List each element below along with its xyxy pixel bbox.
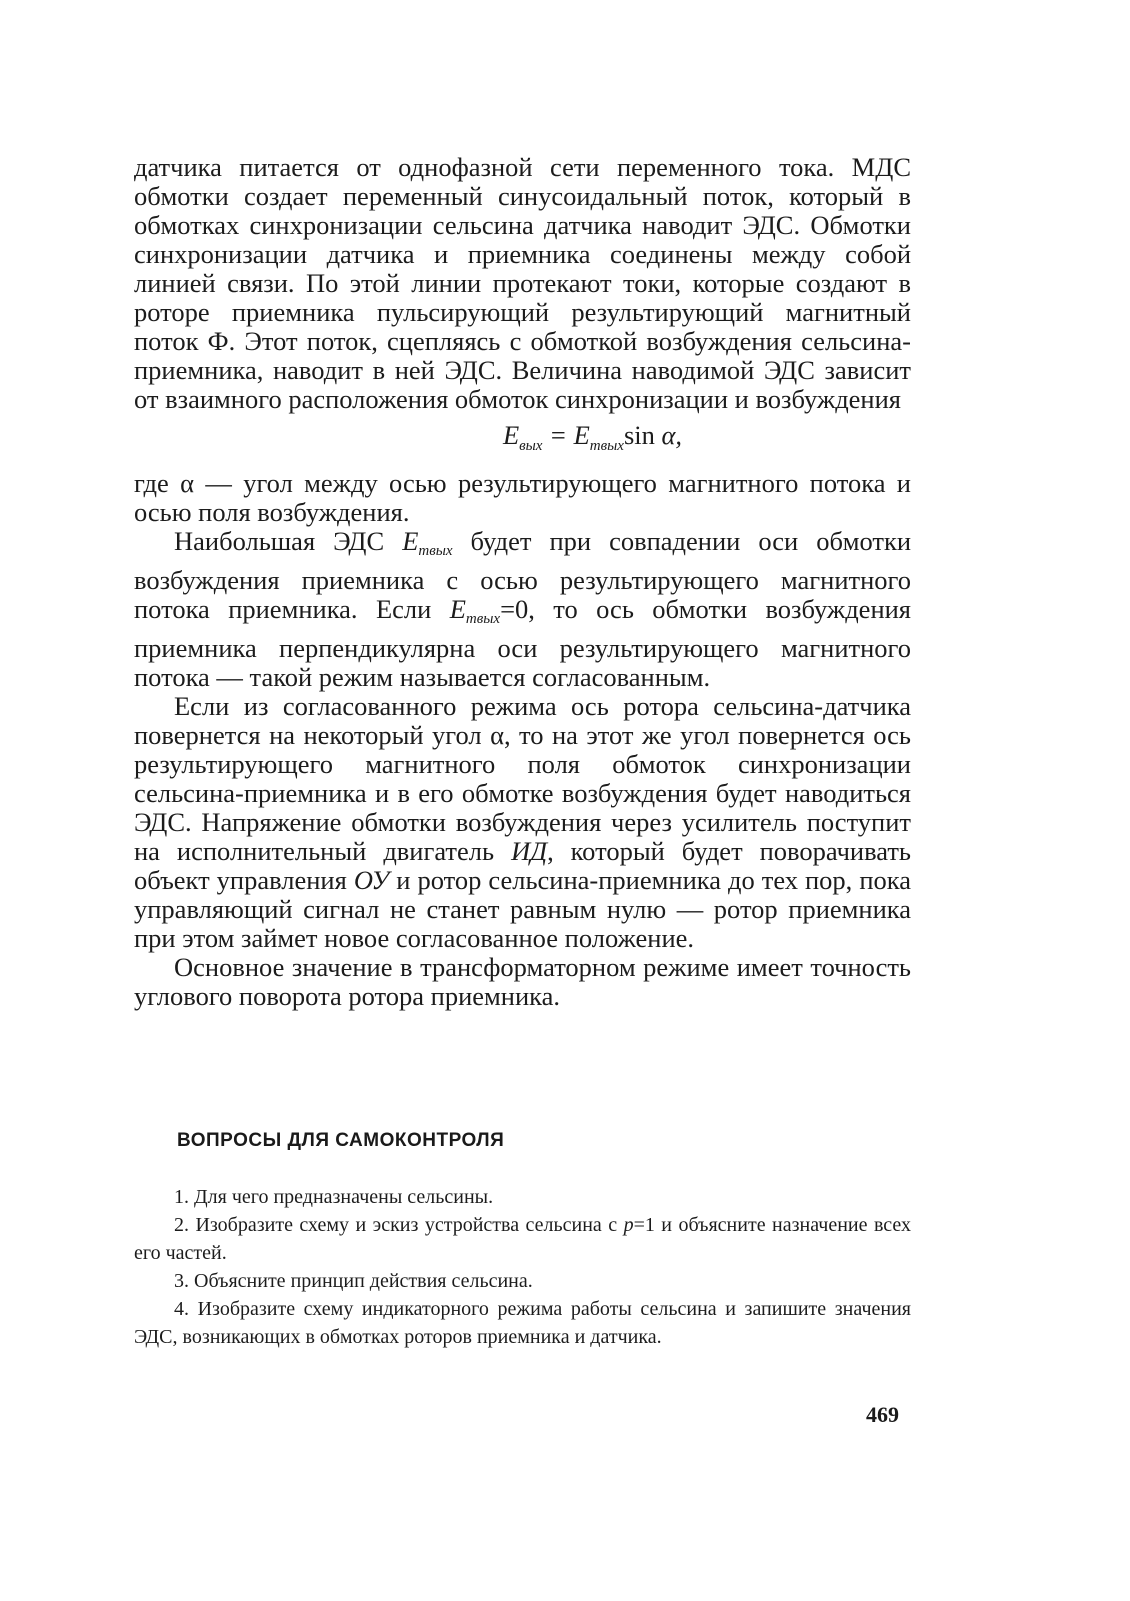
formula-emf bbox=[134, 418, 911, 463]
paragraph-4-part-c: и ротор сельсина-приемника до тех пор, пока управляющий сигнал не станет равным нулю — ротор приемника при этом займет новое согласованное положение. bbox=[134, 865, 911, 953]
paragraph-3-part-b: будет при совпадении оси обмотки возбуждения приемника с осью результирующего магнитного потока приемника. Если bbox=[134, 526, 912, 624]
question-1: 1. Для чего предназначены сельсины. bbox=[174, 1186, 494, 1208]
paragraph-3 bbox=[134, 527, 911, 692]
formula-rhs-subscript: mвых bbox=[589, 438, 624, 454]
formula-function: sin bbox=[623, 420, 655, 450]
paragraph-4 bbox=[134, 692, 911, 953]
object-symbol: ОУ bbox=[353, 865, 390, 895]
formula-equals: = bbox=[542, 420, 574, 450]
paragraph-4-part-a: Если из согласованного режима ось ротора сельсина-датчика повернется на некоторый угол α, то на этот же угол повернется ось результирующего магнитного поля обмоток синхронизации сельсина-приемника и в его обмотке возбуждения будет наводиться ЭДС. Напряжение обмотки возбуждения через усилитель поступит на исполнительный двигатель bbox=[134, 691, 911, 866]
paragraph-5: Основное значение в трансформаторном режиме имеет точность углового поворота ротора приемника. bbox=[134, 952, 911, 1011]
paragraph-3-part-c: =0, то ось обмотки возбуждения приемника перпендикулярна оси результирующего магнитного потока — такой режим называется согласованным. bbox=[134, 594, 911, 692]
formula-lhs-subscript: вых bbox=[519, 438, 543, 454]
formula-argument: α, bbox=[661, 420, 683, 450]
emf-symbol-1: E bbox=[402, 526, 419, 556]
emf-symbol-2: E bbox=[449, 594, 466, 624]
motor-symbol: ИД bbox=[511, 836, 548, 866]
body-text bbox=[134, 153, 911, 1011]
question-3: 3. Объясните принцип действия сельсина. bbox=[174, 1270, 533, 1292]
questions-list bbox=[134, 1183, 911, 1351]
paragraph-1: датчика питается от однофазной сети переменного тока. МДС обмотки создает переменный синусоидальный поток, который в обмотках синхронизации сельсина датчика наводит ЭДС. Обмотки синхронизации датчика и приемника соединены между собой линией связи. По этой линии протекают токи, которые создают в роторе приемника пульсирующий результирующий магнитный поток Ф. Этот поток, сцепляясь с обмоткой возбуждения сельсина-приемника, наводит в ней ЭДС. Величина наводимой ЭДС зависит от взаимного расположения обмоток синхронизации и возбуждения bbox=[134, 152, 911, 414]
question-2-part-a: 2. Изобразите схему и эскиз устройства сельсина с bbox=[174, 1214, 624, 1236]
emf-symbol-1-subscript: mвых bbox=[418, 543, 453, 559]
question-2 bbox=[134, 1211, 911, 1267]
questions-heading: ВОПРОСЫ ДЛЯ САМОКОНТРОЛЯ bbox=[177, 1130, 505, 1151]
paragraph-2: где α — угол между осью результирующего магнитного потока и осью поля возбуждения. bbox=[134, 468, 911, 527]
paragraph-4-part-b: , который будет поворачивать объект управления bbox=[134, 836, 911, 895]
page-number: 469 bbox=[866, 1402, 899, 1427]
question-2-part-b: =1 и объясните назначение всех его частей. bbox=[134, 1214, 911, 1264]
question-4: 4. Изобразите схему индикаторного режима работы сельсина и запишите значения ЭДС, возникающих в обмотках роторов приемника и датчика. bbox=[134, 1298, 911, 1348]
paragraph-3-part-a: Наибольшая ЭДС bbox=[174, 526, 403, 556]
formula-rhs: E bbox=[573, 420, 590, 450]
emf-symbol-2-subscript: mвых bbox=[465, 611, 501, 627]
question-2-variable: p bbox=[623, 1214, 634, 1236]
formula-lhs: E bbox=[502, 420, 520, 450]
